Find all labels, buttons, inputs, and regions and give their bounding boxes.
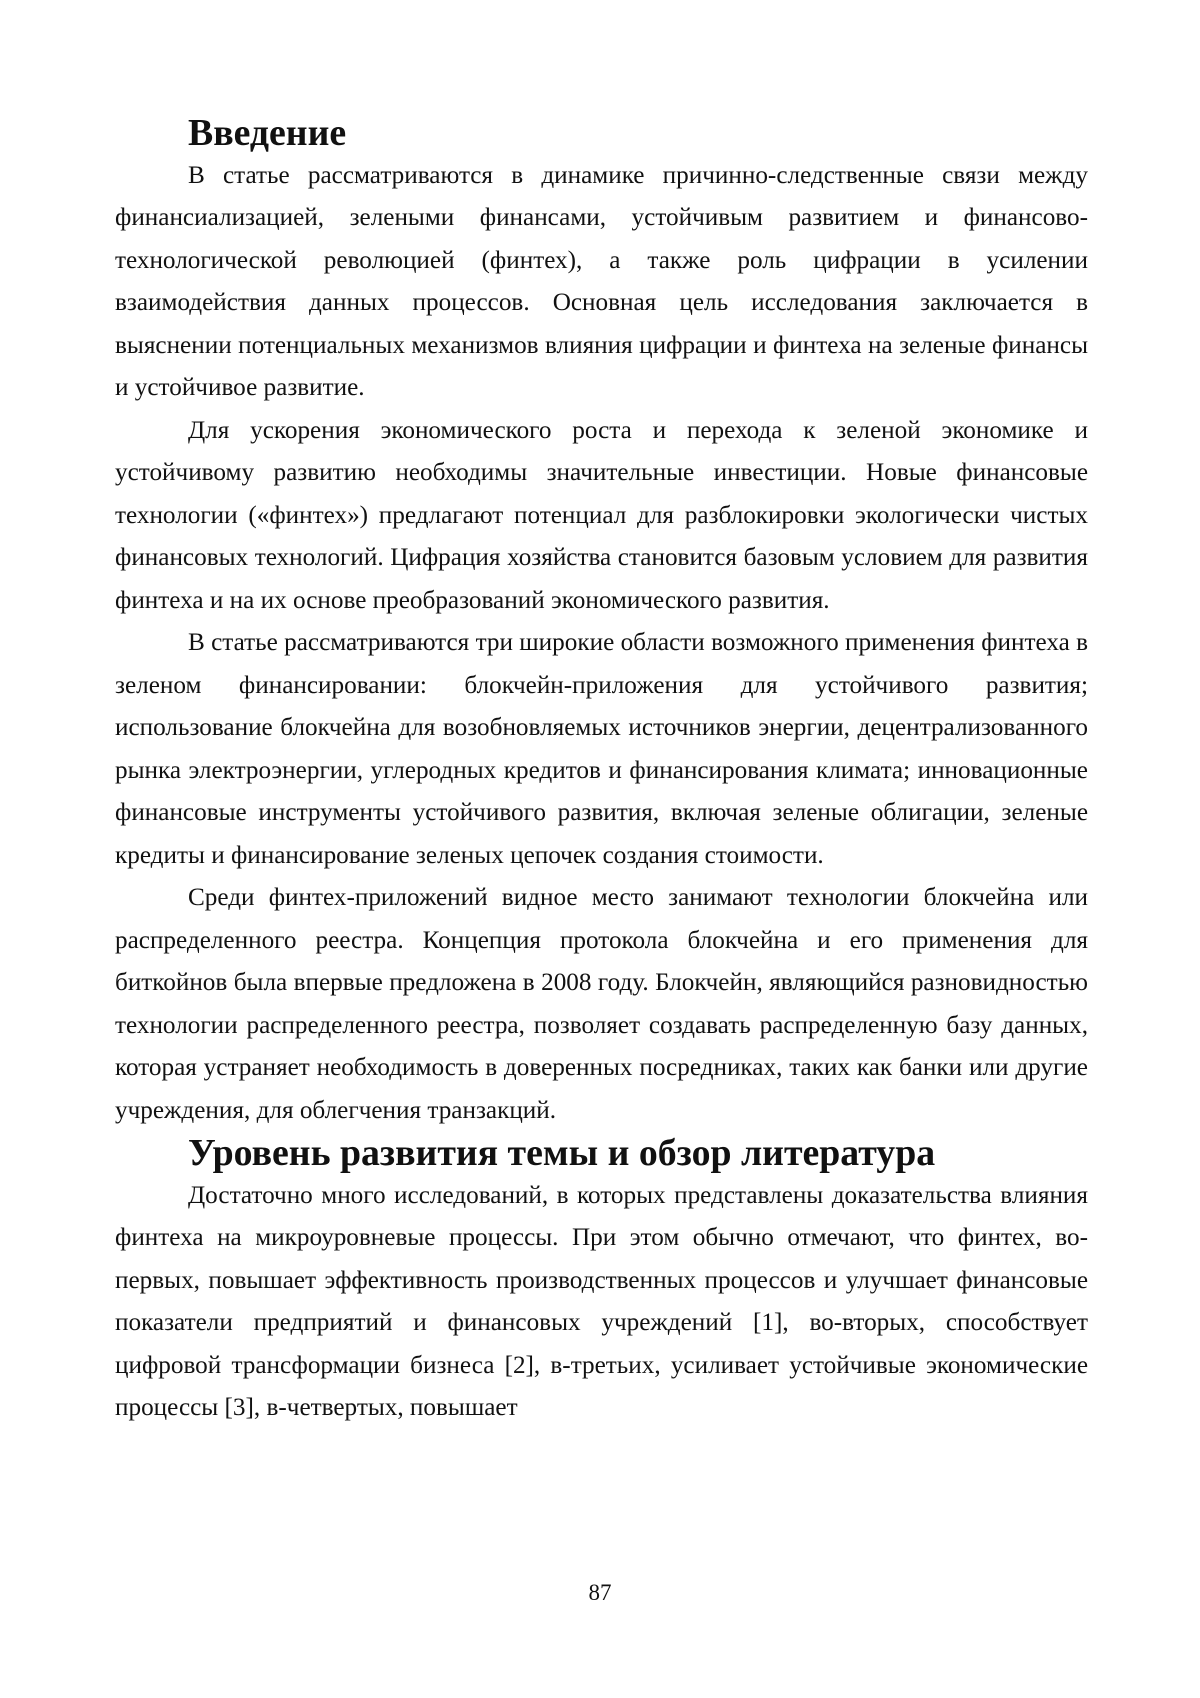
page-body	[115, 112, 1088, 1430]
paragraph: Среди финтех-приложений видное место занимают технологии блокчейна или распределенного реестра. Концепция протокола блокчейна и его применения для биткойнов была впервые предложена в 2008 году. Блокчейн, являющийся разновидностью технологии распределенного реестра, позволяет создавать распределенную базу данных, которая устраняет необходимость в доверенных посредниках, таких как банки или другие учреждения, для облегчения транзакций.	[115, 884, 1088, 1124]
paragraph: Для ускорения экономического роста и перехода к зеленой экономике и устойчивому развитию необходимы значительные инвестиции. Новые финансовые технологии («финтех») предлагают потенциал для разблокировки экологически чистых финансовых технологий. Цифрация хозяйства становится базовым условием для развития финтеха и на их основе преобразований экономического развития.	[115, 416, 1088, 614]
paragraph: Достаточно много исследований, в которых представлены доказательства влияния финтеха на микроуровневые процессы. При этом обычно отмечают, что финтех, во-первых, повышает эффективность производственных процессов и улучшает финансовые показатели предприятий и финансовых учреждений [1], во-вторых, способствует цифровой трансформации бизнеса [2], в-третьих, усиливает устойчивые экономические процессы [3], в-четвертых, повышает	[115, 1181, 1088, 1421]
section-heading-literature-review: Уровень развития темы и обзор литература	[188, 1132, 936, 1174]
page-number: 87	[588, 1580, 612, 1605]
section-heading-introduction: Введение	[188, 112, 347, 154]
paragraph: В статье рассматриваются три широкие области возможного применения финтеха в зеленом финансировании: блокчейн-приложения для устойчивого развития; использование блокчейна для возобновляемых источников энергии, децентрализованного рынка электроэнергии, углеродных кредитов и финансирования климата; инновационные финансовые инструменты устойчивого развития, включая зеленые облигации, зеленые кредиты и финансирование зеленых цепочек создания стоимости.	[115, 629, 1088, 869]
paragraph: В статье рассматриваются в динамике причинно-следственные связи между финансиализацией, зелеными финансами, устойчивым развитием и финансово-технологической революцией (финтех), а также роль цифрации в усилении взаимодействия данных процессов. Основная цель исследования заключается в выяснении потенциальных механизмов влияния цифрации и финтеха на зеленые финансы и устойчивое развитие.	[115, 161, 1088, 401]
